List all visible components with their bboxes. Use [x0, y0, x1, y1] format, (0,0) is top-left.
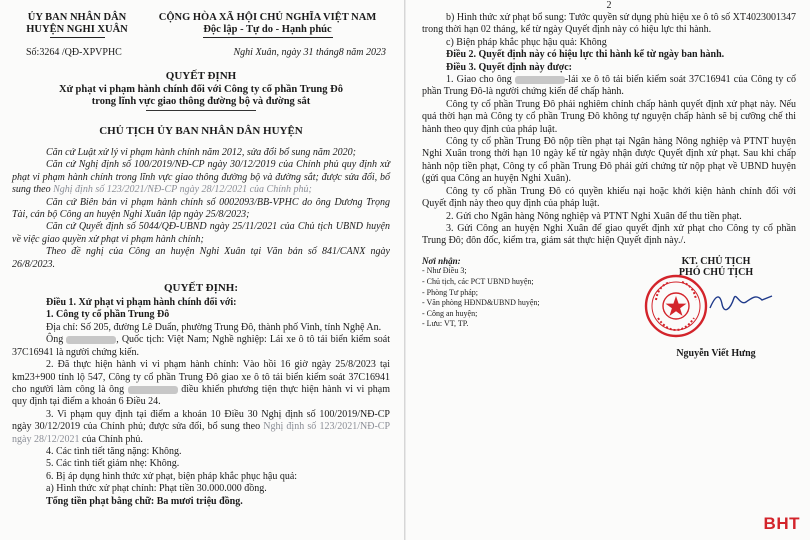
article-1-intro	[12, 297, 390, 309]
recipient-item: - Văn phòng HĐND&UBND huyện;	[422, 298, 540, 308]
signer-name: Nguyễn Viết Hưng	[676, 347, 756, 359]
recipient-item: - Lưu: VT, TP.	[422, 319, 469, 329]
recipients-label: Nơi nhận:	[422, 255, 461, 266]
violation-text-a: 2. Đã thực hiện hành vi vi phạm hành chính: Vào hồi 16 giờ ngày 25/8/2023 tại km23+900 tỉnh lộ 547, Công ty cổ phần Trung Đô giao xe ô tô tải biển kiểm soát 37C16941 cho người làm công là ông	[12, 359, 390, 395]
basis-decree	[12, 159, 390, 196]
agency-line-1: ỦY BAN NHÂN DÂN	[27, 12, 127, 23]
document-date: Nghi Xuân, ngày 31 tháng8 năm 2023	[233, 47, 386, 58]
total-fine-words: Tổng tiền phạt bằng chữ: Ba mươi triệu đồng.	[46, 495, 243, 507]
publisher-watermark: BHT	[763, 514, 800, 533]
agency-underline	[50, 37, 105, 38]
signature-block	[422, 256, 796, 359]
legal-ref-b: Nghị định số 123/2021/NĐ-CP ngày 28/12/2021	[12, 421, 391, 445]
article-1-penalty-intro: 6. Bị áp dụng hình thức xử phạt, biện pháp khắc phục hậu quả:	[46, 470, 298, 482]
article-3-item-2: 2. Gửi cho Ngân hàng Nông nghiệp và PTNT Nghi Xuân để thu tiền phạt.	[446, 210, 742, 222]
violation-text-b: điều khiển phương tiện thực hiện hành vi vi phạm quy định tại điểm a khoản 6 Điều 24.	[12, 383, 391, 408]
nation-line-2: Độc lập - Tự do - Hạnh phúc	[203, 24, 332, 35]
article-3-item-1	[422, 74, 796, 99]
additional-penalty: b) Hình thức xử phạt bổ sung: Tước quyền sử dụng phù hiệu xe ô tô số XT4023001347 trong thời hạn 02 tháng, kể từ ngày Quyết định này có hiệu lực thi hành.	[422, 12, 796, 36]
witness-suffix: , Quốc tịch: Việt Nam; Nghề nghiệp: Lái xe ô tô tải biển kiểm soát 37C16941 là người chứng kiến.	[12, 334, 390, 358]
redacted-name	[128, 386, 178, 394]
subject-underline	[146, 110, 256, 111]
article-1-company: 1. Công ty cổ phần Trung Đô	[46, 309, 170, 321]
subject-line-1: Xử phạt vi phạm hành chính đối với Công ty cổ phần Trung Đô	[59, 84, 343, 95]
redacted-name	[515, 76, 565, 84]
signer	[636, 256, 796, 359]
authority-heading: CHỦ TỊCH ỦY BAN NHÂN DÂN HUYỆN	[99, 125, 303, 137]
signer-role-1: KT. CHỦ TỊCH	[681, 255, 751, 267]
payment-paragraph: Công ty cổ phần Trung Đô nộp tiền phạt tại Ngân hàng Nông nghiệp và PTNT huyện Nghi Xuân trong thời hạn 10 ngày kể từ ngày nhận được Quyết định xử phạt. Sau khi chấp hành nộp tiền phạt, Công ty cổ phần Trung Đô phải gửi chứng từ nộp phạt về UBND huyện (gửi qua Công an huyện Nghi Xuân).	[422, 136, 796, 185]
agency-line-2: HUYỆN NGHI XUÂN	[26, 24, 128, 35]
national-title	[145, 12, 390, 38]
basis-record: Căn cứ Biên bản vi phạm hành chính số 0002093/BB-VPHC do ông Dương Trọng Tài, cán bộ Công an huyện Nghi Xuân lập ngày 25/8/2023;	[12, 196, 390, 221]
document-type: QUYẾT ĐỊNH	[165, 70, 237, 82]
legal-ref-a: 3. Vi phạm quy định tại điểm a khoản 10 Điều 30 Nghị định số 100/2019/NĐ-CP ngày 30/12/2019 của Chính phủ; được sửa đổi, bổ sung theo	[12, 408, 390, 433]
basis-delegation: Căn cứ Quyết định số 5044/QĐ-UBND ngày 25/11/2021 của Chủ tịch UBND huyện về việc giao quyền xử phạt vi phạm hành chính;	[12, 221, 390, 245]
redacted-name	[66, 336, 116, 344]
article-1-aggravating: 4. Các tình tiết tăng nặng: Không.	[46, 445, 182, 457]
article-1-mitigating: 5. Các tình tiết giảm nhẹ: Không.	[46, 458, 180, 470]
basis-decree-text: Căn cứ Nghị định số 100/2019/NĐ-CP ngày 30/12/2019 của Chính phủ quy định xử phạt vi phạm hành chính trong lĩnh vực giao thông đường bộ và đường sắt; được sửa đổi, bổ sung theo	[12, 159, 390, 196]
document-meta	[12, 47, 390, 58]
article-1-violation	[12, 359, 390, 409]
article-1-witness	[12, 334, 390, 359]
document-number: Số:3264 /QĐ-XPVPHC	[26, 47, 122, 58]
compliance-paragraph: Công ty cổ phần Trung Đô phải nghiêm chỉnh chấp hành quyết định xử phạt này. Nếu quá thời hạn mà Công ty cổ phần Trung Đô không tự nguyện chấp hành sẽ bị cưỡng chế thi hành theo quy định của pháp luật.	[422, 98, 796, 135]
recipient-item: - Phòng Tư pháp;	[422, 287, 478, 297]
nation-line-1: CỘNG HÒA XÃ HỘI CHỦ NGHĨA VIỆT NAM	[158, 12, 377, 23]
item1-suffix: -lái xe ô tô tải biển kiểm soát 37C16941 của Công ty cổ phần Trung Đô-là người chứng kiến để chấp hành.	[422, 74, 796, 98]
article-1-legal-ref	[12, 409, 390, 446]
witness-prefix: Ông	[46, 334, 64, 346]
article-3-item-3: 3. Gửi Công an huyện Nghi Xuân để giao quyết định xử phạt cho Công ty cổ phần Trung Đô; đôn đốc, kiểm tra, giám sát thực hiện Quyết định này./.	[422, 222, 796, 247]
legal-bases	[12, 147, 390, 271]
motto-underline	[203, 37, 333, 38]
decision-page-2	[406, 0, 810, 540]
article-2: Điều 2. Quyết định này có hiệu lực thi hành kể từ ngày ban hành.	[446, 49, 725, 61]
document-header	[12, 12, 390, 38]
recipients-list	[422, 256, 612, 359]
handwritten-signature-icon	[706, 290, 776, 314]
legal-ref-c: của Chính phủ.	[82, 433, 143, 445]
recipient-item: - Chủ tịch, các PCT UBND huyện;	[422, 276, 534, 286]
issuing-agency	[12, 12, 142, 38]
basis-proposal: Theo đề nghị của Công an huyện Nghi Xuân tại Văn bản số 841/CANX ngày 26/8/2023.	[12, 246, 390, 270]
article-1-fine: a) Hình thức xử phạt chính: Phạt tiền 30.000.000 đồng.	[46, 483, 267, 495]
page-number: 2	[606, 0, 612, 11]
basis-law: Căn cứ Luật xử lý vi phạm hành chính năm 2012, sửa đổi bổ sung năm 2020;	[46, 147, 356, 158]
item1-prefix: 1. Giao cho ông	[446, 74, 512, 86]
document-subject	[12, 84, 390, 111]
signer-role-2: PHÓ CHỦ TỊCH	[678, 266, 754, 278]
recipient-item: - Như Điều 3;	[422, 266, 467, 276]
article-1-address: Địa chỉ: Số 205, đường Lê Duẩn, phường Trung Đô, thành phố Vinh, tỉnh Nghệ An.	[46, 321, 382, 333]
appeal-paragraph: Công ty cổ phần Trung Đô có quyền khiếu nại hoặc khởi kiện hành chính đối với Quyết định này theo quy định của pháp luật.	[422, 185, 796, 210]
recipient-item: - Công an huyện;	[422, 308, 478, 318]
article-1-intro-text: Điều 1. Xử phạt vi phạm hành chính đối với:	[46, 297, 237, 309]
decides-heading: QUYẾT ĐỊNH:	[163, 282, 239, 295]
article-3: Điều 3. Quyết định này được:	[446, 61, 573, 73]
official-seal-icon	[644, 274, 708, 338]
basis-decree-amend: Nghị định số 123/2021/NĐ-CP ngày 28/12/2021 của Chính phủ;	[53, 184, 312, 196]
remedial-measures: c) Biện pháp khắc phục hậu quả: Không	[446, 36, 607, 48]
subject-line-2: trong lĩnh vực giao thông đường bộ và đường sắt	[91, 96, 311, 107]
